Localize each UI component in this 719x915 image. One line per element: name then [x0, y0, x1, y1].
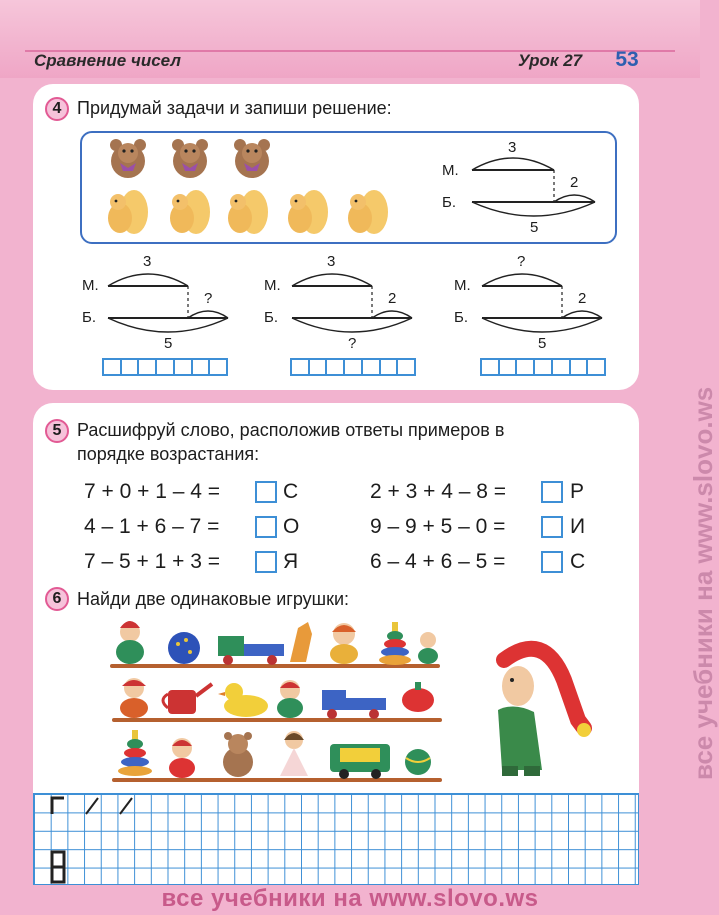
- diagram-label-b: Б.: [442, 194, 457, 211]
- diagram-top-value: 3: [508, 139, 517, 156]
- top-toy-icon: [402, 682, 434, 712]
- example-letter: О: [283, 515, 300, 538]
- squirrel-toy-icon: [348, 190, 388, 234]
- task-4-number: 4: [45, 97, 69, 121]
- answer-square[interactable]: [255, 516, 277, 538]
- example-expression: 9 – 9 + 5 – 0 =: [370, 515, 506, 538]
- bear-toy-icon: [110, 139, 146, 178]
- answer-square[interactable]: [541, 516, 563, 538]
- example-letter: С: [283, 480, 299, 503]
- bears-illustration: [100, 133, 280, 185]
- squirrels-illustration: [100, 186, 400, 240]
- page-number: 53: [615, 48, 639, 71]
- duck-toy-icon: [218, 683, 268, 717]
- svg-text:М.: М.: [264, 277, 281, 294]
- task-5-number: 5: [45, 419, 69, 443]
- svg-text:?: ?: [517, 253, 526, 270]
- example-letter: И: [570, 515, 586, 538]
- answer-square[interactable]: [255, 551, 277, 573]
- bear-toy-icon: [223, 732, 253, 777]
- task-5-text-line2: порядке возрастания:: [77, 444, 260, 464]
- example-letter: Р: [570, 480, 585, 503]
- svg-text:3: 3: [143, 253, 152, 270]
- task-6-number: 6: [45, 587, 69, 611]
- main-segment-diagram: [440, 134, 600, 239]
- example-expression: 6 – 4 + 6 – 5 =: [370, 550, 506, 573]
- answer-square[interactable]: [541, 481, 563, 503]
- svg-text:5: 5: [164, 335, 173, 352]
- diagram-diff-value: 2: [570, 174, 579, 191]
- gnome-illustration: [484, 640, 594, 780]
- bottom-shelf-toys: [112, 726, 442, 780]
- top-shelf-toys: [112, 614, 442, 666]
- segment-diagram-3: [452, 252, 612, 352]
- svg-text:5: 5: [538, 335, 547, 352]
- svg-text:Б.: Б.: [82, 309, 97, 326]
- truck-icon: [322, 690, 386, 719]
- answer-cells-1[interactable]: [102, 358, 228, 376]
- doll-toy-icon: [169, 738, 195, 778]
- svg-text:2: 2: [578, 290, 587, 307]
- bear-toy-icon: [234, 139, 270, 178]
- example-expression: 2 + 3 + 4 – 8 =: [370, 480, 507, 503]
- doll-toy-icon: [280, 731, 308, 776]
- doll-toy-icon: [330, 623, 358, 664]
- doll-toy-icon: [418, 632, 438, 664]
- watermark-side: все учебники на www.slovo.ws: [688, 386, 718, 780]
- grid-sample-strokes: [50, 796, 170, 886]
- example-letter: Я: [283, 550, 299, 573]
- answer-square[interactable]: [255, 481, 277, 503]
- doll-toy-icon: [277, 680, 303, 718]
- bear-toy-icon: [172, 139, 208, 178]
- segment-diagram-2: [262, 252, 422, 352]
- squirrel-toy-icon: [228, 190, 268, 234]
- header-lesson: Урок 27: [518, 51, 583, 70]
- example-expression: 7 + 0 + 1 – 4 =: [84, 480, 221, 503]
- segment-diagram-1: [80, 252, 240, 352]
- truck-icon: [218, 636, 284, 665]
- watermark-bottom: все учебники на www.slovo.ws: [161, 885, 539, 912]
- task-5-text-line1: Расшифруй слово, расположив ответы примеров в: [77, 420, 505, 440]
- example-expression: 4 – 1 + 6 – 7 =: [84, 515, 220, 538]
- pyramid-toy-icon: [118, 730, 152, 776]
- answer-square[interactable]: [541, 551, 563, 573]
- example-letter: С: [570, 550, 586, 573]
- svg-text:Б.: Б.: [264, 309, 279, 326]
- svg-text:?: ?: [348, 335, 357, 352]
- example-expression: 7 – 5 + 1 + 3 =: [84, 550, 221, 573]
- doll-toy-icon: [120, 678, 148, 718]
- svg-text:3: 3: [327, 253, 336, 270]
- squirrel-toy-icon: [288, 190, 328, 234]
- svg-text:М.: М.: [82, 277, 99, 294]
- watering-can-icon: [163, 684, 212, 714]
- task-4-text: Придумай задачи и запиши решение:: [77, 98, 392, 118]
- ball-icon: [405, 749, 431, 775]
- middle-shelf-toys: [112, 670, 442, 720]
- svg-text:М.: М.: [454, 277, 471, 294]
- answer-cells-3[interactable]: [480, 358, 606, 376]
- squirrel-toy-icon: [170, 190, 210, 234]
- doll-toy-icon: [116, 621, 144, 664]
- car-toy-icon: [330, 744, 390, 779]
- svg-text:2: 2: [388, 290, 397, 307]
- squirrel-toy-icon: [108, 190, 148, 234]
- diagram-label-m: М.: [442, 162, 459, 179]
- diagram-bottom-value: 5: [530, 219, 539, 236]
- svg-text:?: ?: [204, 290, 213, 307]
- task-6-text: Найди две одинаковые игрушки:: [77, 589, 350, 609]
- svg-text:Б.: Б.: [454, 309, 469, 326]
- header-topic: Сравнение чисел: [34, 51, 181, 70]
- ball-icon: [168, 632, 200, 664]
- answer-cells-2[interactable]: [290, 358, 416, 376]
- pyramid-toy-icon: [379, 622, 411, 665]
- horse-toy-icon: [290, 622, 312, 662]
